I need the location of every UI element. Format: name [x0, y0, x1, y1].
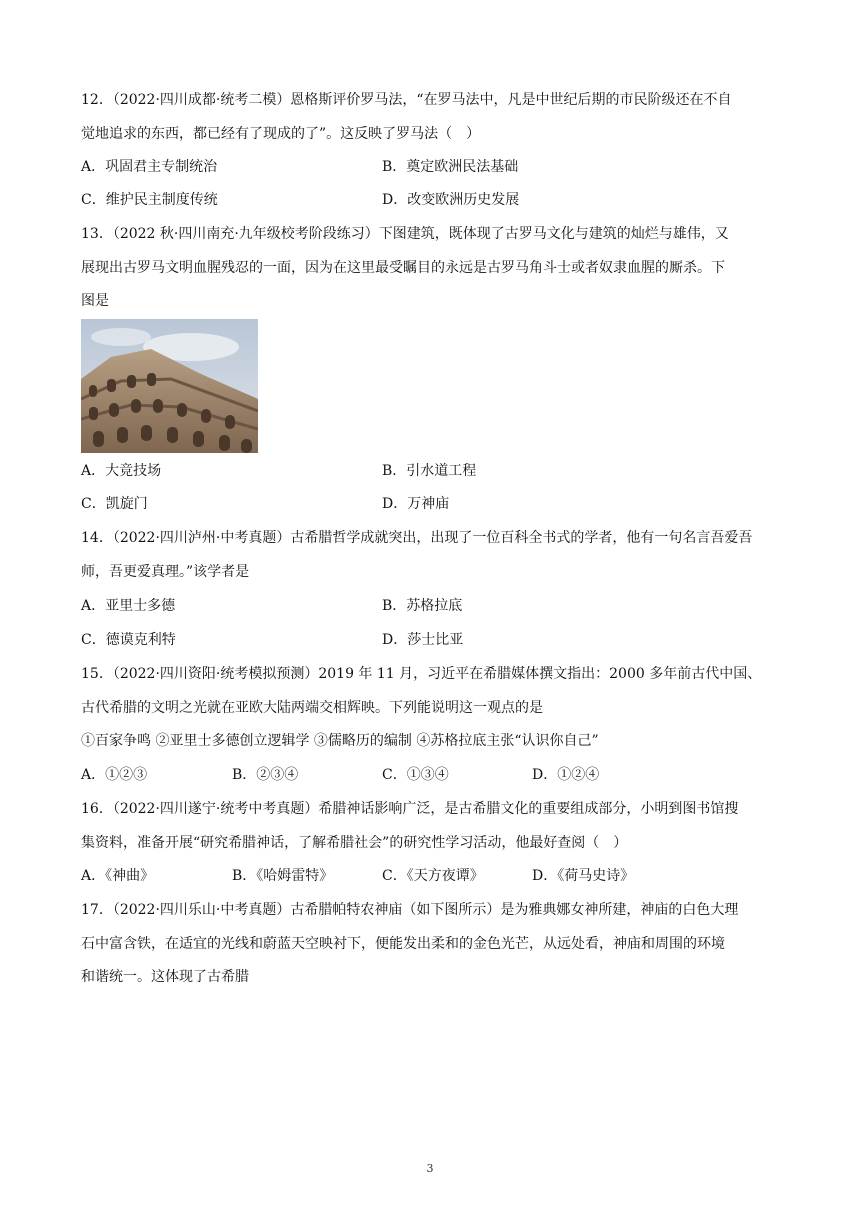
question-13-line-2: 展现出古罗马文明血腥残忍的一面，因为在这里最受瞩目的永远是古罗马角斗士或者奴隶血腥的厮杀。下	[81, 260, 725, 276]
page-number: 3	[426, 1162, 434, 1175]
question-17-line-1: 17．（2022·四川乐山·中考真题）古希腊帕特农神庙（如下图所示）是为雅典娜女神所建，神庙的白色大理	[81, 902, 739, 918]
question-15-line-3: ①百家争鸣 ②亚里士多德创立逻辑学 ③儒略历的编制 ④苏格拉底主张“认识你自己”	[81, 733, 599, 749]
question-14-option-c: C．德谟克利特	[81, 632, 176, 648]
question-12-line-1: 12．（2022·四川成都·统考二模）恩格斯评价罗马法，“在罗马法中，凡是中世纪后期的市民阶级还在不自	[81, 92, 732, 108]
question-12-line-2: 觉地追求的东西，都已经有了现成的了”。这反映了罗马法（ ）	[81, 126, 481, 142]
question-14-option-d: D．莎士比亚	[382, 632, 464, 648]
question-12-option-c: C．维护民主制度传统	[81, 192, 218, 208]
question-15-option-b: B．②③④	[232, 767, 299, 783]
question-15-line-2: 古代希腊的文明之光就在亚欧大陆两端交相辉映。下列能说明这一观点的是	[81, 700, 543, 716]
question-14-line-2: 师，吾更爱真理。”该学者是	[81, 564, 250, 580]
question-13-option-c: C．凯旋门	[81, 496, 148, 512]
question-16-option-d: D．《荷马史诗》	[532, 868, 635, 884]
question-13-option-a: A．大竞技场	[81, 463, 162, 479]
question-16-option-a: A．《神曲》	[81, 868, 155, 884]
question-13-option-b: B．引水道工程	[382, 463, 477, 479]
question-17-line-2: 石中富含铁，在适宜的光线和蔚蓝天空映衬下，便能发出柔和的金色光芒，从远处看，神庙和周围的环境	[81, 936, 725, 952]
question-12-option-b: B．奠定欧洲民法基础	[382, 159, 519, 175]
question-17-line-3: 和谐统一。这体现了古希腊	[81, 969, 249, 985]
question-16-option-c: C．《天方夜谭》	[382, 868, 484, 884]
question-13-line-3: 图是	[81, 293, 109, 309]
question-14-line-1: 14．（2022·四川泸州·中考真题）古希腊哲学成就突出，出现了一位百科全书式的学者，他有一句名言吾爱吾	[81, 530, 753, 546]
question-15-option-d: D．①②④	[532, 767, 600, 783]
question-16-option-b: B．《哈姆雷特》	[232, 868, 334, 884]
question-15-option-c: C．①③④	[382, 767, 449, 783]
question-14-option-b: B．苏格拉底	[382, 598, 463, 614]
question-16-line-2: 集资料，准备开展“研究希腊神话，了解希腊社会”的研究性学习活动，他最好查阅（ ）	[81, 835, 628, 851]
question-16-line-1: 16．（2022·四川遂宁·统考中考真题）希腊神话影响广泛，是古希腊文化的重要组成部分，小明到图书馆搜	[81, 801, 739, 817]
colosseum-photo	[81, 319, 258, 453]
question-13-option-d: D．万神庙	[382, 496, 450, 512]
question-13-line-1: 13．（2022 秋·四川南充·九年级校考阶段练习）下图建筑，既体现了古罗马文化与建筑的灿烂与雄伟，又	[81, 226, 729, 242]
question-12-option-d: D．改变欧洲历史发展	[382, 192, 520, 208]
question-15-line-1: 15．（2022·四川资阳·统考模拟预测）2019 年 11 月，习近平在希腊媒体撰文指出：2000 多年前古代中国、	[81, 666, 762, 682]
question-12-option-a: A．巩固君主专制统治	[81, 159, 218, 175]
question-14-option-a: A．亚里士多德	[81, 598, 176, 614]
question-15-option-a: A．①②③	[81, 767, 148, 783]
